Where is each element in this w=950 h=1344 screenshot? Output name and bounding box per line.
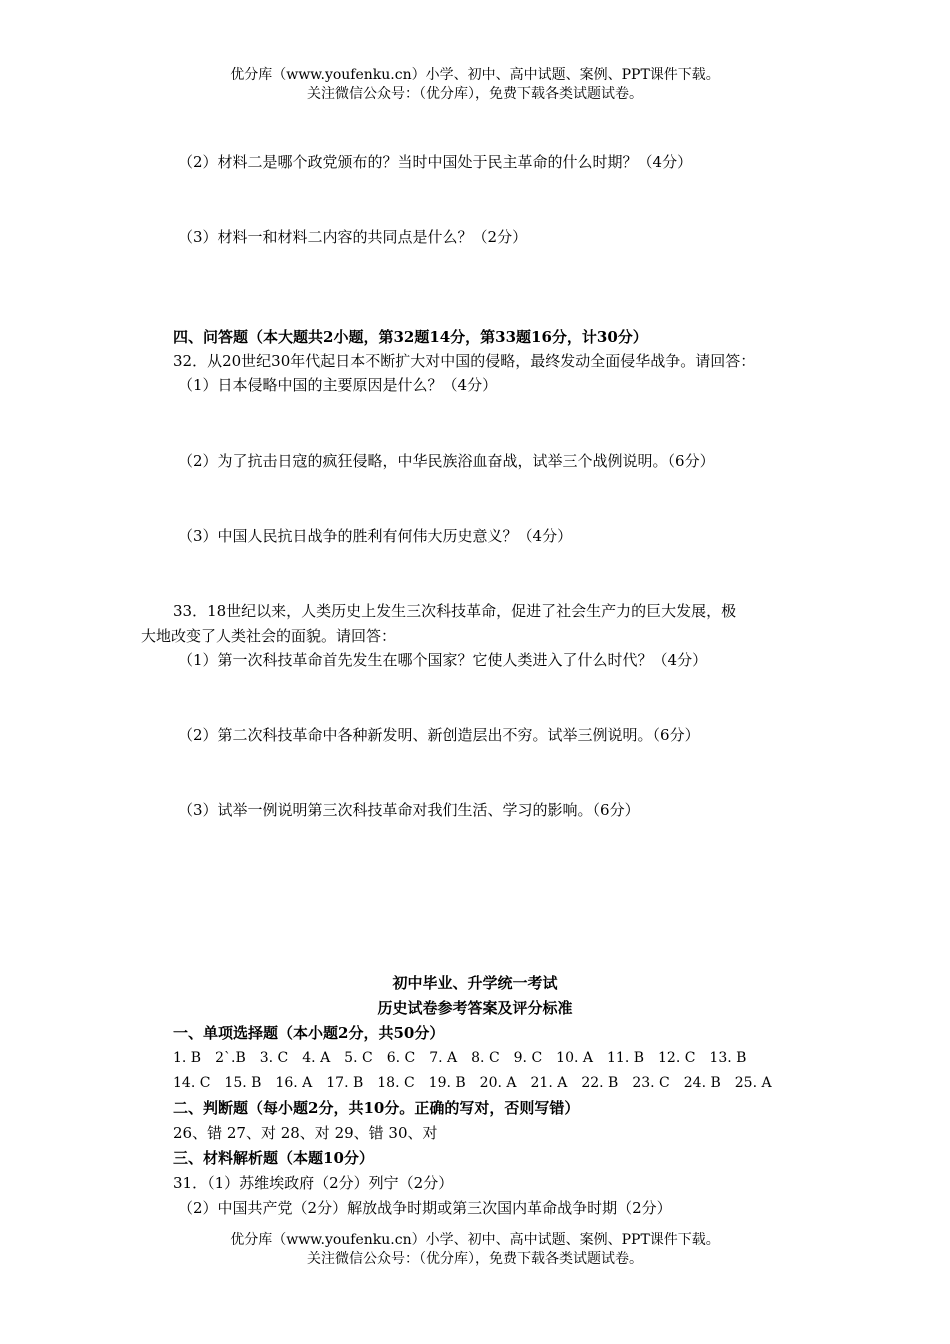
answers-section-1-title: 一、单项选择题（本小题2分，共50分）	[173, 1024, 445, 1042]
answers-title-2: 历史试卷参考答案及评分标准	[377, 999, 573, 1017]
q33-part-3: （3）试举一例说明第三次科技革命对我们生活、学习的影响。（6分）	[178, 801, 640, 819]
footer-line-2: 关注微信公众号：（优分库），免费下载各类试题试卷。	[307, 1251, 643, 1267]
q32-stem: 32．从20世纪30年代起日本不断扩大对中国的侵略，最终发动全面侵华战争。请回答：	[173, 352, 756, 370]
header-line-2: 关注微信公众号：（优分库），免费下载各类试题试卷。	[307, 86, 643, 102]
answers-section-3-row-2: （2）中国共产党（2分）解放战争时期或第三次国内革命战争时期（2分）	[178, 1199, 672, 1217]
footer-line-1: 优分库（www.youfenku.cn）小学、初中、高中试题、案例、PPT课件下载。	[230, 1232, 720, 1248]
q33-stem-line-1: 33．18世纪以来，人类历史上发生三次科技革命，促进了社会生产力的巨大发展，极	[173, 602, 737, 620]
answers-section-2-row: 26、错 27、对 28、对 29、错 30、对	[173, 1124, 438, 1142]
q33-part-1: （1）第一次科技革命首先发生在哪个国家？它使人类进入了什么时代？（4分）	[178, 651, 708, 669]
q31-part-3: （3）材料一和材料二内容的共同点是什么？（2分）	[178, 228, 528, 246]
q32-part-1: （1）日本侵略中国的主要原因是什么？（4分）	[178, 376, 498, 394]
q32-part-3: （3）中国人民抗日战争的胜利有何伟大历史意义？（4分）	[178, 527, 573, 545]
q33-part-2: （2）第二次科技革命中各种新发明、新创造层出不穷。试举三例说明。（6分）	[178, 726, 700, 744]
answers-section-2-title: 二、判断题（每小题2分，共10分。正确的写对，否则写错）	[173, 1099, 580, 1117]
answers-section-3-title: 三、材料解析题（本题10分）	[173, 1149, 374, 1167]
section-4-title: 四、问答题（本大题共2小题，第32题14分，第33题16分，计30分）	[173, 328, 648, 346]
answers-section-3-row-1: 31．（1）苏维埃政府（2分）列宁（2分）	[173, 1174, 454, 1192]
answers-section-1-row-2: 14. C 15. B 16. A 17. B 18. C 19. B 20. A 21. A 22. B 23. C 24. B 25. A	[173, 1075, 772, 1091]
answers-title-1: 初中毕业、升学统一考试	[392, 974, 558, 992]
q31-part-2: （2）材料二是哪个政党颁布的？当时中国处于民主革命的什么时期？（4分）	[178, 153, 693, 171]
q32-part-2: （2）为了抗击日寇的疯狂侵略，中华民族浴血奋战，试举三个战例说明。（6分）	[178, 452, 715, 470]
answers-section-1-row-1: 1. B 2`.B 3. C 4. A 5. C 6. C 7. A 8. C 9. C 10. A 11. B 12. C 13. B	[173, 1050, 747, 1066]
q33-stem-line-2: 大地改变了人类社会的面貌。请回答：	[141, 627, 397, 645]
header-line-1: 优分库（www.youfenku.cn）小学、初中、高中试题、案例、PPT课件下载。	[230, 67, 720, 83]
